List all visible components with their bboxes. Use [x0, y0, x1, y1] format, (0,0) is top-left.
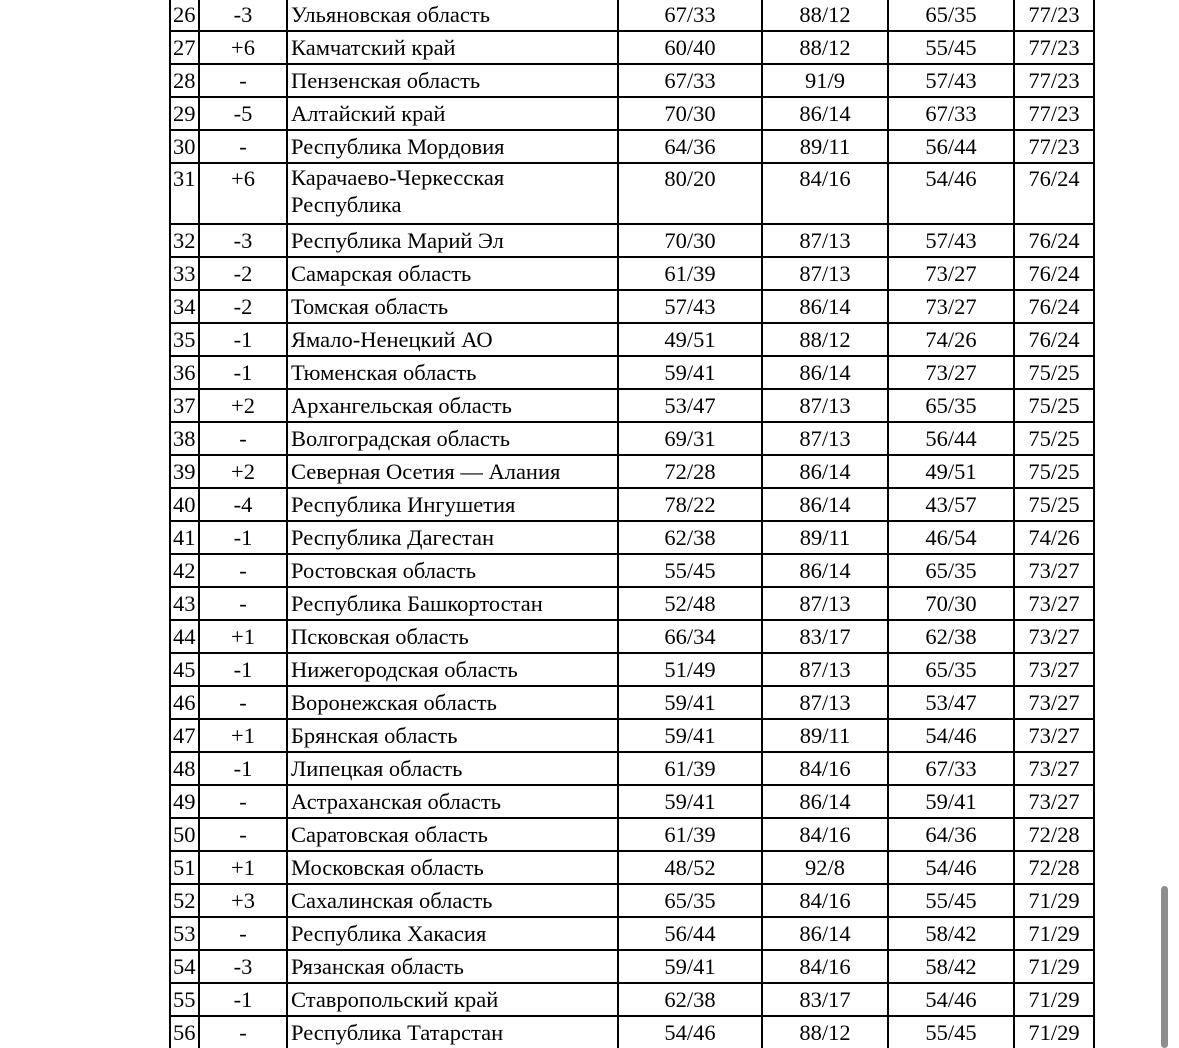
- value-cell-4: 73/27: [1014, 752, 1094, 785]
- region-cell: Волгоградская область: [287, 422, 618, 455]
- value-cell-1: 56/44: [618, 917, 762, 950]
- value-cell-4: 75/25: [1014, 455, 1094, 488]
- change-cell: -1: [199, 323, 287, 356]
- region-cell: Республика Татарстан: [287, 1016, 618, 1048]
- rank-cell: 49: [170, 785, 199, 818]
- change-cell: -: [199, 785, 287, 818]
- rank-cell: 27: [170, 31, 199, 64]
- value-cell-3: 58/42: [888, 950, 1014, 983]
- rank-cell: 37: [170, 389, 199, 422]
- region-cell: Республика Дагестан: [287, 521, 618, 554]
- value-cell-1: 72/28: [618, 455, 762, 488]
- value-cell-3: 43/57: [888, 488, 1014, 521]
- value-cell-1: 66/34: [618, 620, 762, 653]
- value-cell-3: 55/45: [888, 31, 1014, 64]
- table-row: [170, 130, 1094, 163]
- region-cell: Липецкая область: [287, 752, 618, 785]
- table-row: [170, 389, 1094, 422]
- value-cell-4: 77/23: [1014, 130, 1094, 163]
- value-cell-4: 71/29: [1014, 983, 1094, 1016]
- value-cell-3: 64/36: [888, 818, 1014, 851]
- value-cell-2: 87/13: [762, 422, 888, 455]
- value-cell-3: 65/35: [888, 0, 1014, 31]
- change-cell: -3: [199, 224, 287, 257]
- region-cell: Астраханская область: [287, 785, 618, 818]
- value-cell-4: 73/27: [1014, 719, 1094, 752]
- table-row: [170, 257, 1094, 290]
- value-cell-1: 55/45: [618, 554, 762, 587]
- value-cell-1: 69/31: [618, 422, 762, 455]
- change-cell: +3: [199, 884, 287, 917]
- rank-cell: 34: [170, 290, 199, 323]
- change-cell: -: [199, 686, 287, 719]
- rank-cell: 33: [170, 257, 199, 290]
- table-row: [170, 983, 1094, 1016]
- rank-cell: 55: [170, 983, 199, 1016]
- region-cell: Томская область: [287, 290, 618, 323]
- region-cell: Ставропольский край: [287, 983, 618, 1016]
- value-cell-3: 65/35: [888, 653, 1014, 686]
- value-cell-3: 62/38: [888, 620, 1014, 653]
- value-cell-1: 65/35: [618, 884, 762, 917]
- region-cell: Московская область: [287, 851, 618, 884]
- region-cell: Саратовская область: [287, 818, 618, 851]
- region-cell: Республика Марий Эл: [287, 224, 618, 257]
- value-cell-4: 77/23: [1014, 97, 1094, 130]
- value-cell-2: 84/16: [762, 950, 888, 983]
- value-cell-1: 61/39: [618, 752, 762, 785]
- value-cell-2: 87/13: [762, 389, 888, 422]
- value-cell-3: 54/46: [888, 163, 1014, 224]
- table-row: [170, 455, 1094, 488]
- value-cell-2: 86/14: [762, 488, 888, 521]
- value-cell-3: 73/27: [888, 356, 1014, 389]
- value-cell-3: 57/43: [888, 224, 1014, 257]
- change-cell: -2: [199, 290, 287, 323]
- value-cell-1: 67/33: [618, 64, 762, 97]
- value-cell-2: 84/16: [762, 884, 888, 917]
- table-row: [170, 587, 1094, 620]
- value-cell-2: 89/11: [762, 719, 888, 752]
- value-cell-4: 71/29: [1014, 884, 1094, 917]
- table-row: [170, 64, 1094, 97]
- value-cell-2: 86/14: [762, 455, 888, 488]
- value-cell-4: 76/24: [1014, 163, 1094, 224]
- value-cell-3: 56/44: [888, 130, 1014, 163]
- value-cell-1: 64/36: [618, 130, 762, 163]
- rank-cell: 46: [170, 686, 199, 719]
- value-cell-3: 46/54: [888, 521, 1014, 554]
- value-cell-3: 54/46: [888, 983, 1014, 1016]
- change-cell: -1: [199, 521, 287, 554]
- value-cell-2: 88/12: [762, 0, 888, 31]
- value-cell-4: 73/27: [1014, 785, 1094, 818]
- value-cell-2: 88/12: [762, 1016, 888, 1048]
- rank-cell: 43: [170, 587, 199, 620]
- rank-cell: 38: [170, 422, 199, 455]
- table-row: [170, 290, 1094, 323]
- value-cell-4: 73/27: [1014, 554, 1094, 587]
- rank-cell: 42: [170, 554, 199, 587]
- rank-cell: 39: [170, 455, 199, 488]
- table-row: [170, 422, 1094, 455]
- value-cell-1: 59/41: [618, 356, 762, 389]
- rank-cell: 50: [170, 818, 199, 851]
- value-cell-4: 73/27: [1014, 686, 1094, 719]
- value-cell-2: 83/17: [762, 983, 888, 1016]
- table-row: [170, 323, 1094, 356]
- change-cell: -3: [199, 950, 287, 983]
- rank-cell: 36: [170, 356, 199, 389]
- value-cell-4: 76/24: [1014, 224, 1094, 257]
- region-cell: Тюменская область: [287, 356, 618, 389]
- region-cell: Самарская область: [287, 257, 618, 290]
- change-cell: -: [199, 130, 287, 163]
- value-cell-4: 75/25: [1014, 356, 1094, 389]
- table-body: [170, 0, 1094, 1048]
- value-cell-3: 59/41: [888, 785, 1014, 818]
- value-cell-3: 57/43: [888, 64, 1014, 97]
- rank-cell: 54: [170, 950, 199, 983]
- value-cell-1: 53/47: [618, 389, 762, 422]
- value-cell-3: 49/51: [888, 455, 1014, 488]
- value-cell-3: 73/27: [888, 257, 1014, 290]
- rank-cell: 53: [170, 917, 199, 950]
- change-cell: +2: [199, 389, 287, 422]
- table-row: [170, 653, 1094, 686]
- value-cell-1: 59/41: [618, 719, 762, 752]
- table-row: [170, 554, 1094, 587]
- value-cell-1: 57/43: [618, 290, 762, 323]
- region-cell: Карачаево-Черкесская Республика: [287, 163, 618, 224]
- region-cell: Ульяновская область: [287, 0, 618, 31]
- value-cell-2: 87/13: [762, 653, 888, 686]
- table-row: [170, 31, 1094, 64]
- region-cell: Ростовская область: [287, 554, 618, 587]
- value-cell-2: 87/13: [762, 224, 888, 257]
- value-cell-4: 76/24: [1014, 257, 1094, 290]
- value-cell-2: 92/8: [762, 851, 888, 884]
- rank-cell: 48: [170, 752, 199, 785]
- value-cell-1: 52/48: [618, 587, 762, 620]
- change-cell: -1: [199, 752, 287, 785]
- value-cell-3: 70/30: [888, 587, 1014, 620]
- region-cell: Сахалинская область: [287, 884, 618, 917]
- table-row: [170, 1016, 1094, 1048]
- value-cell-2: 86/14: [762, 554, 888, 587]
- rank-cell: 41: [170, 521, 199, 554]
- table-row: [170, 884, 1094, 917]
- region-cell: Северная Осетия — Алания: [287, 455, 618, 488]
- change-cell: -1: [199, 653, 287, 686]
- change-cell: -: [199, 422, 287, 455]
- value-cell-4: 73/27: [1014, 653, 1094, 686]
- value-cell-3: 73/27: [888, 290, 1014, 323]
- table-row: [170, 785, 1094, 818]
- change-cell: +2: [199, 455, 287, 488]
- change-cell: +6: [199, 31, 287, 64]
- change-cell: -: [199, 587, 287, 620]
- table-row: [170, 224, 1094, 257]
- change-cell: -1: [199, 356, 287, 389]
- value-cell-1: 67/33: [618, 0, 762, 31]
- change-cell: +1: [199, 620, 287, 653]
- value-cell-2: 86/14: [762, 917, 888, 950]
- document-table-container: [169, 0, 1095, 1048]
- ratings-table: [169, 0, 1095, 1048]
- change-cell: +1: [199, 719, 287, 752]
- value-cell-1: 59/41: [618, 785, 762, 818]
- value-cell-2: 87/13: [762, 257, 888, 290]
- value-cell-4: 75/25: [1014, 488, 1094, 521]
- rank-cell: 35: [170, 323, 199, 356]
- rank-cell: 31: [170, 163, 199, 224]
- vertical-scrollbar-thumb[interactable]: [1161, 886, 1168, 1048]
- value-cell-1: 70/30: [618, 224, 762, 257]
- value-cell-2: 83/17: [762, 620, 888, 653]
- table-row: [170, 356, 1094, 389]
- change-cell: -5: [199, 97, 287, 130]
- value-cell-4: 74/26: [1014, 521, 1094, 554]
- value-cell-2: 89/11: [762, 130, 888, 163]
- rank-cell: 40: [170, 488, 199, 521]
- change-cell: +6: [199, 163, 287, 224]
- table-row: [170, 950, 1094, 983]
- region-cell: Рязанская область: [287, 950, 618, 983]
- change-cell: -3: [199, 0, 287, 31]
- value-cell-1: 48/52: [618, 851, 762, 884]
- value-cell-3: 55/45: [888, 884, 1014, 917]
- value-cell-2: 86/14: [762, 356, 888, 389]
- value-cell-4: 71/29: [1014, 950, 1094, 983]
- change-cell: -: [199, 818, 287, 851]
- rank-cell: 52: [170, 884, 199, 917]
- rank-cell: 30: [170, 130, 199, 163]
- change-cell: -4: [199, 488, 287, 521]
- value-cell-1: 62/38: [618, 521, 762, 554]
- table-row: [170, 163, 1094, 224]
- rank-cell: 51: [170, 851, 199, 884]
- table-row: [170, 818, 1094, 851]
- value-cell-2: 87/13: [762, 587, 888, 620]
- table-row: [170, 719, 1094, 752]
- value-cell-1: 54/46: [618, 1016, 762, 1048]
- region-cell: Архангельская область: [287, 389, 618, 422]
- value-cell-3: 55/45: [888, 1016, 1014, 1048]
- value-cell-2: 88/12: [762, 323, 888, 356]
- table-row: [170, 686, 1094, 719]
- table-row: [170, 917, 1094, 950]
- region-cell: Псковская область: [287, 620, 618, 653]
- value-cell-4: 75/25: [1014, 422, 1094, 455]
- change-cell: -: [199, 917, 287, 950]
- rank-cell: 56: [170, 1016, 199, 1048]
- value-cell-4: 76/24: [1014, 290, 1094, 323]
- value-cell-4: 77/23: [1014, 31, 1094, 64]
- value-cell-1: 60/40: [618, 31, 762, 64]
- value-cell-3: 65/35: [888, 554, 1014, 587]
- table-row: [170, 521, 1094, 554]
- change-cell: +1: [199, 851, 287, 884]
- table-row: [170, 0, 1094, 31]
- value-cell-4: 73/27: [1014, 587, 1094, 620]
- value-cell-1: 62/38: [618, 983, 762, 1016]
- value-cell-3: 67/33: [888, 752, 1014, 785]
- region-cell: Брянская область: [287, 719, 618, 752]
- value-cell-4: 75/25: [1014, 389, 1094, 422]
- value-cell-2: 87/13: [762, 686, 888, 719]
- value-cell-2: 88/12: [762, 31, 888, 64]
- value-cell-3: 58/42: [888, 917, 1014, 950]
- value-cell-1: 49/51: [618, 323, 762, 356]
- region-cell: Воронежская область: [287, 686, 618, 719]
- value-cell-4: 72/28: [1014, 818, 1094, 851]
- value-cell-4: 77/23: [1014, 0, 1094, 31]
- value-cell-1: 59/41: [618, 686, 762, 719]
- value-cell-2: 86/14: [762, 97, 888, 130]
- value-cell-1: 70/30: [618, 97, 762, 130]
- value-cell-2: 89/11: [762, 521, 888, 554]
- table-row: [170, 752, 1094, 785]
- value-cell-3: 54/46: [888, 719, 1014, 752]
- region-cell: Ямало-Ненецкий АО: [287, 323, 618, 356]
- value-cell-3: 53/47: [888, 686, 1014, 719]
- value-cell-4: 77/23: [1014, 64, 1094, 97]
- change-cell: -: [199, 554, 287, 587]
- value-cell-4: 76/24: [1014, 323, 1094, 356]
- value-cell-2: 86/14: [762, 290, 888, 323]
- region-cell: Республика Мордовия: [287, 130, 618, 163]
- region-cell: Нижегородская область: [287, 653, 618, 686]
- rank-cell: 44: [170, 620, 199, 653]
- rank-cell: 28: [170, 64, 199, 97]
- rank-cell: 29: [170, 97, 199, 130]
- rank-cell: 32: [170, 224, 199, 257]
- change-cell: -2: [199, 257, 287, 290]
- rank-cell: 45: [170, 653, 199, 686]
- value-cell-3: 74/26: [888, 323, 1014, 356]
- table-row: [170, 620, 1094, 653]
- value-cell-3: 67/33: [888, 97, 1014, 130]
- change-cell: -: [199, 64, 287, 97]
- region-cell: Республика Ингушетия: [287, 488, 618, 521]
- value-cell-2: 84/16: [762, 752, 888, 785]
- region-cell: Республика Хакасия: [287, 917, 618, 950]
- value-cell-1: 61/39: [618, 257, 762, 290]
- value-cell-3: 54/46: [888, 851, 1014, 884]
- table-row: [170, 97, 1094, 130]
- rank-cell: 47: [170, 719, 199, 752]
- value-cell-4: 71/29: [1014, 917, 1094, 950]
- value-cell-2: 86/14: [762, 785, 888, 818]
- value-cell-1: 80/20: [618, 163, 762, 224]
- change-cell: -: [199, 1016, 287, 1048]
- value-cell-1: 51/49: [618, 653, 762, 686]
- region-cell: Пензенская область: [287, 64, 618, 97]
- value-cell-2: 91/9: [762, 64, 888, 97]
- region-cell: Республика Башкортостан: [287, 587, 618, 620]
- change-cell: -1: [199, 983, 287, 1016]
- value-cell-3: 56/44: [888, 422, 1014, 455]
- value-cell-3: 65/35: [888, 389, 1014, 422]
- value-cell-1: 61/39: [618, 818, 762, 851]
- value-cell-4: 72/28: [1014, 851, 1094, 884]
- rank-cell: 26: [170, 0, 199, 31]
- value-cell-4: 73/27: [1014, 620, 1094, 653]
- table-row: [170, 488, 1094, 521]
- value-cell-1: 59/41: [618, 950, 762, 983]
- region-cell: Камчатский край: [287, 31, 618, 64]
- value-cell-1: 78/22: [618, 488, 762, 521]
- value-cell-2: 84/16: [762, 163, 888, 224]
- table-row: [170, 851, 1094, 884]
- value-cell-4: 71/29: [1014, 1016, 1094, 1048]
- value-cell-2: 84/16: [762, 818, 888, 851]
- region-cell: Алтайский край: [287, 97, 618, 130]
